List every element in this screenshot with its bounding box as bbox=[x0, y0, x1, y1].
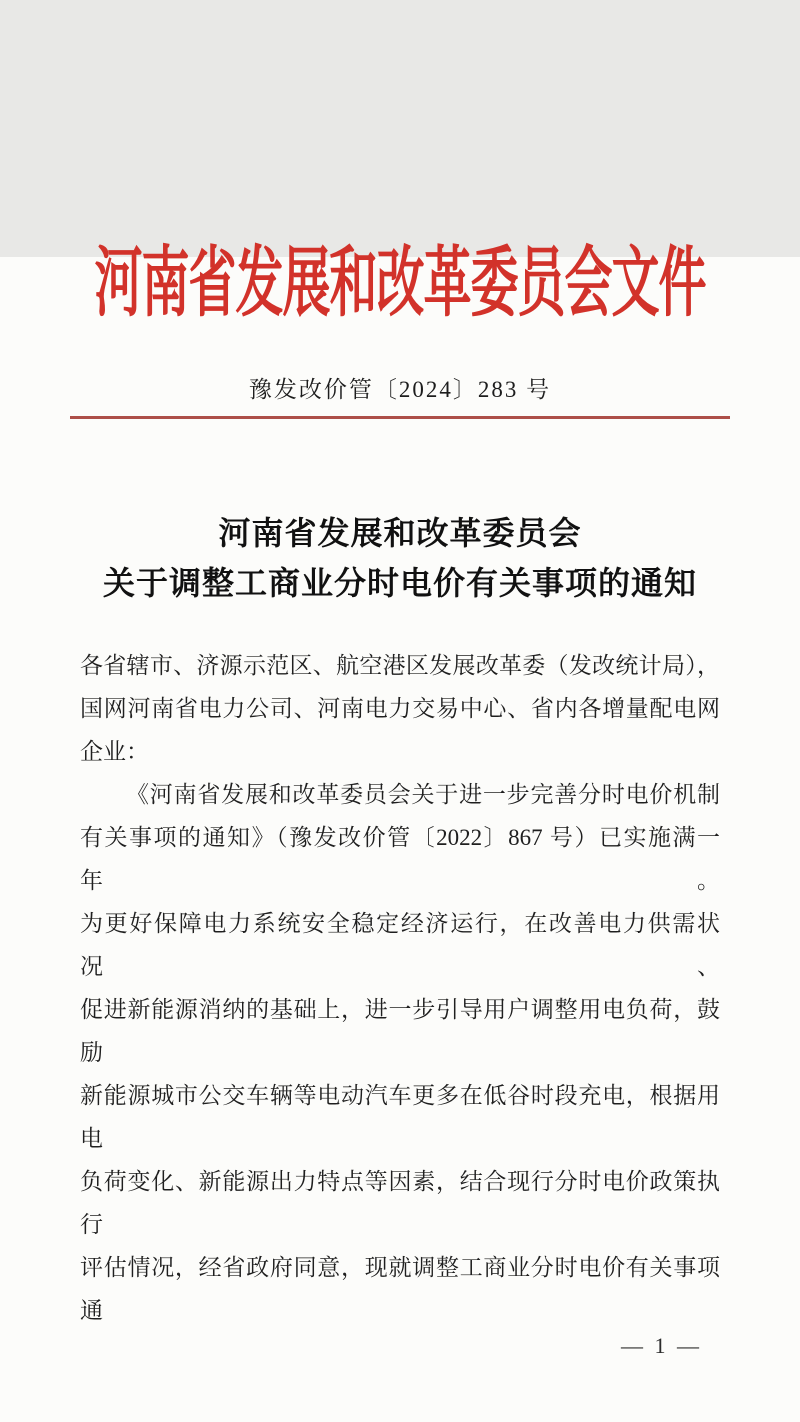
page-number: — 1 — bbox=[621, 1333, 702, 1358]
body-line: 为更好保障电力系统安全稳定经济运行，在改善电力供需状况、 bbox=[80, 911, 720, 979]
red-header-banner: 河南省发展和改革委员会文件 bbox=[94, 241, 706, 327]
document-page bbox=[0, 241, 800, 1422]
document-title-line-1: 河南省发展和改革委员会 bbox=[218, 515, 582, 551]
body-line: 新能源城市公交车辆等电动汽车更多在低谷时段充电，根据用电 bbox=[80, 1083, 720, 1151]
document-title-line-2: 关于调整工商业分时电价有关事项的通知 bbox=[102, 565, 697, 601]
document-number: 豫发改价管〔2024〕283 号 bbox=[248, 377, 552, 402]
body-line: 各省辖市、济源示范区、航空港区发展改革委（发改统计局）， bbox=[80, 653, 720, 678]
body-line: 促进新能源消纳的基础上，进一步引导用户调整用电负荷，鼓励 bbox=[80, 997, 720, 1065]
red-separator-rule bbox=[70, 416, 730, 419]
body-line: 评估情况，经省政府同意，现就调整工商业分时电价有关事项通 bbox=[80, 1255, 720, 1323]
body-line: 企业： bbox=[80, 739, 149, 764]
body-line: 《河南省发展和改革委员会关于进一步完善分时电价机制 bbox=[126, 782, 720, 807]
body-line: 国网河南省电力公司、河南电力交易中心、省内各增量配电网 bbox=[80, 696, 720, 721]
document-title bbox=[0, 508, 800, 608]
body-line: 有关事项的通知》（豫发改价管〔2022〕867 号）已实施满一年。 bbox=[80, 825, 720, 893]
body-text bbox=[80, 644, 720, 1332]
body-line: 负荷变化、新能源出力特点等因素，结合现行分时电价政策执行 bbox=[80, 1169, 720, 1237]
